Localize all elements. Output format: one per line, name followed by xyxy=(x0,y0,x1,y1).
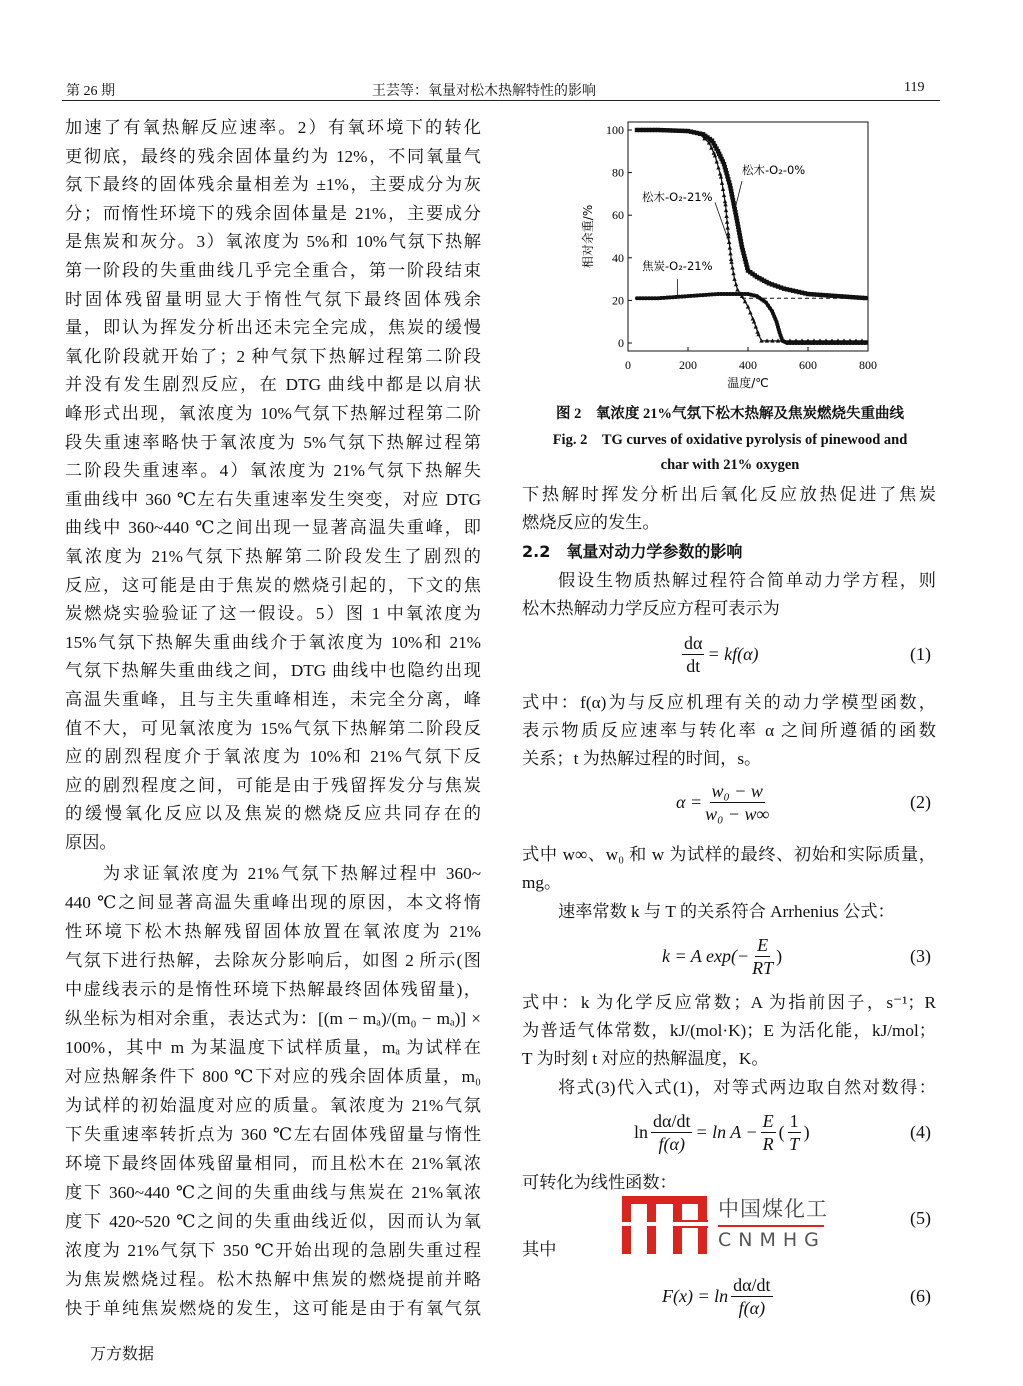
text-line: 快于单纯焦炭燃烧的发生，这可能是由于有氧气氛 xyxy=(65,1299,481,1318)
text-line: 为焦炭燃烧过程。松木热解中焦炭的燃烧提前并略 xyxy=(65,1270,481,1289)
text-line: 可转化为线性函数： xyxy=(522,1173,677,1192)
text-line: 440 ℃之间显著高温失重峰出现的原因，本文将惰 xyxy=(65,893,481,912)
y-tick-label: 100 xyxy=(606,123,624,137)
data-point xyxy=(720,181,724,185)
text-line: 并没有发生剧烈反应，在 DTG 曲线中都是以肩状 xyxy=(65,375,481,395)
text-line: 分；而惰性环境下的残余固体量是 21%，主要成分 xyxy=(65,203,481,223)
figure-caption-en-2: char with 21% oxygen xyxy=(660,457,800,473)
data-point xyxy=(728,245,732,249)
text-line: 表示物质反应速率与转化率 α 之间所遵循的函数 xyxy=(522,721,936,740)
data-point xyxy=(722,193,726,197)
running-title: 王芸等：氧量对松木热解特性的影响 xyxy=(372,84,596,99)
eq-denominator: R xyxy=(762,1134,774,1154)
data-point xyxy=(721,187,725,191)
text-line: 是焦炭和灰分。3）氧浓度为 5%和 10%气氛下热解 xyxy=(65,232,481,252)
text-line: 为求证氧浓度为 21%气氛下热解过程中 360~ xyxy=(103,864,481,883)
text-line: 中虚线表示的是惰性环境下热解最终固体残留量)， xyxy=(65,980,481,999)
text-line: 关系；t 为热解过程的时间，s。 xyxy=(522,749,762,768)
text-line: 氧化阶段就开始了；2 种气氛下热解过程第二阶段 xyxy=(65,346,481,366)
y-axis-label: 相对余重/% xyxy=(581,204,595,269)
text-line: 应的剧烈程度之间，可能是由于残留挥发分与焦炭 xyxy=(65,775,481,795)
logo-mark-icon xyxy=(622,1196,712,1254)
text-line: 的缓慢氧化反应以及焦炭的燃烧反应共同存在的 xyxy=(65,804,481,824)
equation-1 xyxy=(682,632,759,677)
text-line: T 为时刻 t 对应的热解温度，K。 xyxy=(522,1049,769,1068)
cnmhg-watermark-logo xyxy=(622,1196,862,1254)
text-line: 式中：k 为化学反应常数；A 为指前因子，s⁻¹；R xyxy=(522,993,936,1012)
text-line: 二阶段失重速率。4）氧浓度为 21%气氛下热解失 xyxy=(65,461,481,481)
x-axis-label: 温度/℃ xyxy=(727,376,769,390)
eq-lhs: ln xyxy=(634,1122,649,1142)
text-line: 假设生物质热解过程符合简单动力学方程，则 xyxy=(558,571,936,590)
text-line: 时固体残留量明显大于惰性气氛下最终固体残余 xyxy=(65,289,481,309)
text-line: 炭燃烧实验验证了这一假设。5）图 1 中氧浓度为 xyxy=(65,604,481,624)
equation-2 xyxy=(676,780,769,825)
data-point xyxy=(730,265,734,269)
text-line: 环境下最终固体残留量相同，而且松木在 21%氧浓 xyxy=(65,1154,481,1173)
equation-4: ln $\frac{d\alpha/dt}{f(\alpha)}$ = ln A − $\frac{E}{R}$ ( $\frac{1}{T}$ ) xyxy=(634,1111,810,1154)
y-tick-label: 0 xyxy=(618,336,624,350)
eq-lhs: α = xyxy=(676,792,703,812)
series-annotation: 焦炭-O₂-21% xyxy=(642,259,713,273)
y-tick-label: 80 xyxy=(612,165,624,180)
data-point xyxy=(748,310,752,314)
data-point xyxy=(863,341,867,345)
eq-numerator: dα/dt xyxy=(653,1111,691,1131)
eq-denominator: w₀ − w∞ xyxy=(705,804,770,824)
eq-rhs: = kf(α) xyxy=(707,644,759,664)
section-heading: 2.2 氧量对动力学参数的影响 xyxy=(522,542,743,561)
eq-numerator: w₀ − w xyxy=(711,781,763,801)
equation-6 xyxy=(662,1274,773,1319)
logo-text-cn: 中国煤化工 xyxy=(718,1197,828,1221)
footer-source: 万方数据 xyxy=(90,1346,155,1363)
data-point xyxy=(754,324,758,328)
text-line: 浓度为 21%气氛下 350 ℃开始出现的急剧失重过程 xyxy=(65,1241,481,1260)
text-line: 反应，这可能是由于焦炭的燃烧引起的，下文的焦 xyxy=(65,575,481,595)
data-point xyxy=(732,277,736,281)
text-line: 更彻底，最终的残余固体量约为 12%，不同氧量气 xyxy=(65,146,481,166)
text-line: 气氛下热解失重曲线之间，DTG 曲线中也隐约出现 xyxy=(65,661,481,681)
y-tick-label: 40 xyxy=(612,250,624,265)
text-line: 将式(3)代入式(1)，对等式两边取自然对数得： xyxy=(558,1078,936,1097)
text-line: 100%，其中 m 为某温度下试样质量，mₐ 为试样在 xyxy=(65,1038,481,1057)
eq-denominator: f(α) xyxy=(658,1134,685,1154)
data-point xyxy=(716,165,720,169)
issue-number: 第 26 期 xyxy=(66,84,115,99)
eq-mid: = ln A − xyxy=(695,1122,758,1142)
eq-numerator: 1 xyxy=(789,1111,799,1131)
equation-number: (4) xyxy=(910,1122,931,1142)
text-line: 性环境下松木热解残留固体放置在氧浓度为 21% xyxy=(65,922,481,941)
text-line: 应的剧烈程度介于氧浓度为 10%和 21%气氛下反 xyxy=(65,747,481,767)
data-point xyxy=(718,171,722,175)
text-line: 燃烧反应的发生。 xyxy=(522,513,660,532)
data-point xyxy=(715,159,719,163)
data-point xyxy=(734,282,738,286)
data-point xyxy=(725,219,729,223)
eq-numerator: dα xyxy=(684,633,703,653)
eq-denominator: dt xyxy=(686,656,701,676)
logo-text-en: CNMHG xyxy=(718,1229,826,1251)
x-tick-label: 800 xyxy=(859,358,877,372)
plot-frame xyxy=(628,122,868,351)
text-line: mg。 xyxy=(522,873,562,892)
text-line: 度下 420~520 ℃之间的失重曲线近似，因而认为氧 xyxy=(65,1212,481,1231)
annotation-leader xyxy=(735,181,743,211)
eq-denominator: f(α) xyxy=(738,1298,766,1318)
equation-number: (3) xyxy=(910,946,931,966)
eq-lhs: k = A exp(− xyxy=(662,946,750,966)
text-line: 气氛下进行热解，去除灰分影响后，如图 2 所示(图 xyxy=(65,951,481,970)
text-line: 为试样的初始温度对应的质量。氧浓度为 21%气氛 xyxy=(65,1096,481,1115)
text-line: 量，即认为挥发分析出还未完全完成，焦炭的缓慢 xyxy=(65,318,481,338)
y-tick-label: 60 xyxy=(612,208,624,223)
data-point xyxy=(735,287,739,291)
text-line: 段失重速率略快于氧浓度为 5%气氛下热解过程第 xyxy=(65,432,481,452)
text-line: 高温失重峰，且与主失重峰相连，未完全分离，峰 xyxy=(65,690,481,709)
equation-number: (6) xyxy=(910,1286,931,1306)
text-line: 曲线中 360~440 ℃之间出现一显著高温失重峰，即 xyxy=(65,518,481,538)
text-line: 值不大，可见氧浓度为 15%气氛下热解第二阶段反 xyxy=(65,718,481,738)
equation-3 xyxy=(662,934,782,979)
series-annotation: 松木-O₂-0% xyxy=(742,163,806,177)
text-line: 重曲线中 360 ℃左右失重速率发生突变，对应 DTG xyxy=(65,489,481,509)
series-annotation: 松木-O₂-21% xyxy=(642,190,713,204)
eq-lhs: F(x) = ln xyxy=(662,1286,729,1306)
eq-denominator: T xyxy=(789,1134,800,1154)
text-line: 速率常数 k 与 T 的关系符合 Arrhenius 公式： xyxy=(558,902,895,921)
data-point xyxy=(728,251,732,255)
page-number: 119 xyxy=(904,80,925,95)
text-line: 第一阶段的失重曲线几乎完全重合，第一阶段结束 xyxy=(65,261,481,280)
x-tick-label: 200 xyxy=(679,358,697,372)
eq-numerator: E xyxy=(757,935,769,955)
data-point xyxy=(755,329,759,333)
text-line: 对应热解条件下 800 ℃下对应的残余固体质量，m₀ xyxy=(65,1067,481,1086)
header-rule xyxy=(62,100,940,101)
series-line-1 xyxy=(637,130,868,341)
data-point xyxy=(723,199,727,203)
eq-numerator: dα/dt xyxy=(733,1275,771,1295)
text-line: 15%气氛下热解失重曲线介于氧浓度为 10%和 21% xyxy=(65,632,481,652)
y-tick-label: 20 xyxy=(612,293,624,308)
text-line: 原因。 xyxy=(65,833,117,852)
eq-numerator: E xyxy=(762,1111,774,1131)
x-tick-label: 400 xyxy=(739,358,757,372)
x-tick-label: 600 xyxy=(799,358,817,372)
text-line: 下热解时挥发分析出后氧化反应放热促进了焦炭 xyxy=(522,485,936,504)
text-line: 加速了有氧热解反应速率。2）有氧环境下的转化 xyxy=(65,118,481,137)
tg-curve-chart xyxy=(570,112,890,392)
equation-number: (2) xyxy=(910,792,931,812)
data-point xyxy=(724,214,728,218)
logo-rule xyxy=(718,1225,824,1227)
text-line: 下失重速率转折点为 360 ℃左右固体残留量与惰性 xyxy=(65,1125,481,1144)
text-line: 氧浓度为 21%气氛下热解第二阶段发生了剧烈的 xyxy=(65,547,481,566)
data-point xyxy=(724,208,728,212)
equation-number: (1) xyxy=(910,644,931,664)
data-point xyxy=(725,225,729,229)
figure-caption-en-1: Fig. 2 TG curves of oxidative pyrolysis of pinewood and xyxy=(552,432,908,448)
text-line: 式中 w∞、w₀ 和 w 为试样的最终、初始和实际质量， xyxy=(522,845,936,864)
eq-denominator: RT xyxy=(752,958,774,978)
text-line: 纵坐标为相对余重，表达式为：[(m − mₐ)/(m₀ − mₐ)] × xyxy=(65,1009,481,1028)
text-line: 松木热解动力学反应方程可表示为 xyxy=(522,599,780,618)
text-line: 式中：f(α)为与反应机理有关的动力学模型函数， xyxy=(522,693,936,712)
text-line: 度下 360~440 ℃之间的失重曲线与焦炭在 21%氧浓 xyxy=(65,1183,481,1202)
text-line: 其中 xyxy=(522,1240,557,1259)
figure-caption-cn: 图 2 氧浓度 21%气氛下松木热解及焦炭燃烧失重曲线 xyxy=(556,406,904,422)
text-line: 氛下最终的固体残余量相差为 ±1%，主要成分为灰 xyxy=(65,175,481,195)
text-line: 峰形式出现，氧浓度为 10%气氛下热解过程第二阶 xyxy=(65,404,481,423)
equation-number: (5) xyxy=(910,1208,931,1228)
eq-rhs: ) xyxy=(776,946,783,966)
x-tick-label: 0 xyxy=(625,358,631,372)
data-point xyxy=(731,271,735,275)
text-line: 为普适气体常数，kJ/(mol·K)；E 为活化能，kJ/mol； xyxy=(522,1021,936,1040)
